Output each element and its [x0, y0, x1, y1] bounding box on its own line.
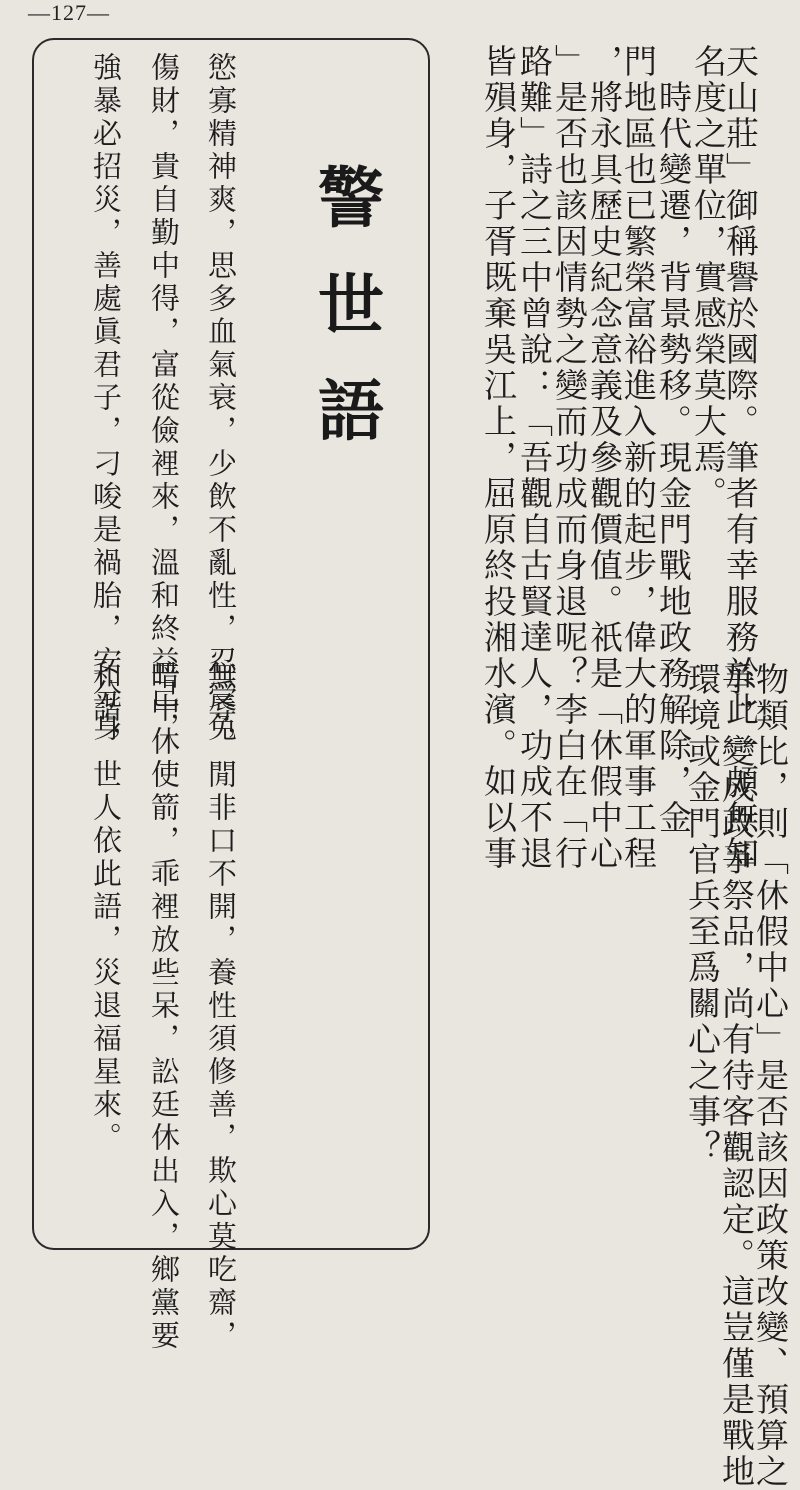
poem-column: 和諧，世人依此語，災退福星來。	[89, 660, 123, 1155]
text-column: 時代變遷，背景勢移。現金門戰地政務解除，金	[654, 44, 693, 836]
poem-column: 傷財，貴自勤中得，富從儉裡來，溫和終益己，	[147, 52, 181, 745]
text-column: 門地區也已繁榮富裕進入新的起步，偉大的軍事工程	[619, 44, 658, 872]
text-column: 物類比，則「休假中心」是否該因政策改變、預算之	[751, 662, 790, 1490]
poem-column: 暗中休使箭，乖裡放些呆，訟廷休出入，鄉黨要	[147, 660, 181, 1353]
text-column: ，將永具歷史紀念意義及參觀價值。祇是「休假中心	[585, 44, 624, 872]
page-number: —127—	[28, 0, 110, 25]
poem-column: 無辱，閒非口不開，養性須修善，欺心莫吃齋，	[204, 660, 238, 1353]
text-column: 環境或金門官兵至爲關心之事？	[683, 662, 722, 1166]
poem-title-char: 警	[318, 159, 384, 237]
text-column: 天山莊」御稱譽於國際。筆者有幸服務於此一頗無知	[721, 44, 760, 872]
poem-column: 強暴必招災，善處眞君子，刁唆是禍胎，安分身	[89, 52, 123, 745]
text-column: 路難」詩之三中曾說：「吾觀自古賢達人，功成不退	[515, 44, 554, 872]
text-column: 」是否也該因情勢之變而功成而身退呢？李白在「行	[550, 44, 589, 872]
text-column: 皆殞身，子胥既棄吳江上，屈原終投湘水濱。如以事	[479, 44, 518, 872]
poem-title-char: 語	[318, 372, 384, 450]
text-column: 名度之單位，實感榮莫大焉。	[689, 44, 728, 512]
poem-title-char: 世	[318, 266, 384, 344]
text-column: 爭，變成政爭祭品，尚有待客觀認定。這豈僅是戰地	[717, 662, 756, 1490]
poem-column: 慾寡精神爽，思多血氣衰，少飲不亂性，忍受免	[204, 52, 238, 745]
